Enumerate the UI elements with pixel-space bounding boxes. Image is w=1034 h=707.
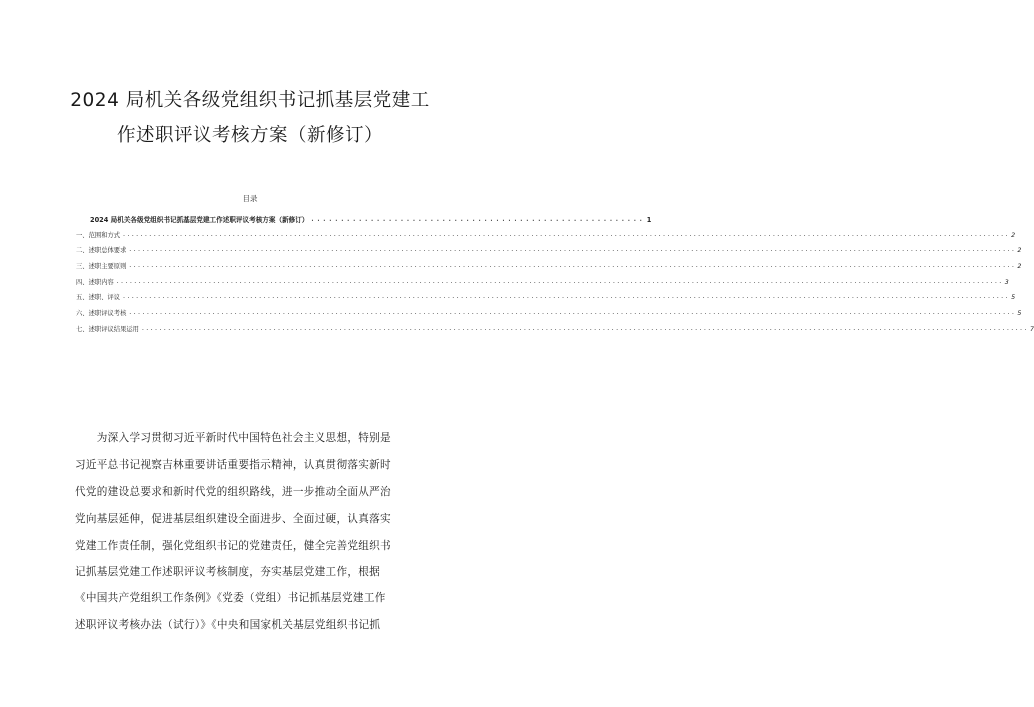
table-of-contents: [76, 208, 1034, 334]
toc-entry[interactable]: [76, 224, 1016, 240]
body-paragraph-line: 述职评议考核办法（试行）》《中央和国家机关基层党组织书记抓: [75, 619, 381, 631]
toc-entry-label: 四、述职内容: [76, 278, 114, 286]
body-paragraph-line: 为深入学习贯彻习近平新时代中国特色社会主义思想，特别是: [75, 432, 391, 444]
toc-entry-label: 二、述职总体要求: [76, 247, 127, 255]
toc-entry-page: 3: [1004, 278, 1009, 286]
body-paragraph-line: 习近平总书记视察吉林重要讲话重要指示精神，认真贯彻落实新时: [75, 459, 391, 471]
toc-entry-page: 2: [1017, 263, 1022, 271]
toc-leader-dots: ..........................................................................................................................................................................................................: [122, 293, 1010, 301]
toc-entry-page: 1: [646, 216, 652, 224]
toc-entry-page: 5: [1017, 310, 1022, 318]
document-title-line-2: 作述职评议考核方案（新修订）: [116, 125, 383, 146]
document-title-line-1: 2024 局机关各级党组织书记抓基层党建工: [70, 90, 430, 111]
toc-entry-page: 7: [1029, 325, 1034, 333]
body-paragraph-line: 《中国共产党组织工作条例》《党委（党组）书记抓基层党建工作: [75, 592, 386, 604]
toc-leader-dots: ..........................................................................................................................................................................................................: [128, 309, 1016, 317]
toc-entry-label: 七、述职评议结果运用: [76, 325, 139, 333]
toc-entry[interactable]: [76, 287, 1016, 303]
toc-leader-dots: ..........................................................................................................................................................................................................: [122, 230, 1010, 238]
toc-heading: 目录: [242, 194, 258, 203]
toc-leader-dots: ..........................................................................................................................................................................................................: [128, 262, 1016, 270]
toc-entry-label: 三、述职主要原则: [76, 263, 127, 271]
body-paragraph-line: 党建工作责任制，强化党组织书记的党建责任，健全完善党组织书: [75, 540, 391, 552]
toc-entry-page: 2: [1017, 247, 1022, 255]
toc-entry[interactable]: [76, 318, 1034, 334]
toc-entry[interactable]: [76, 240, 1022, 256]
toc-main-entry[interactable]: [76, 208, 652, 224]
toc-leader-dots: ..........................................................................................................................................................................................................: [128, 246, 1016, 254]
toc-entry-label: 六、述职评议考核: [76, 310, 127, 318]
toc-leader-dots: ..........................................................................................................................................................................................................: [115, 277, 1003, 285]
toc-entry-page: 2: [1011, 231, 1016, 239]
body-paragraph-line: 代党的建设总要求和新时代党的组织路线，进一步推动全面从严治: [75, 486, 391, 498]
toc-entry[interactable]: [76, 255, 1022, 271]
toc-entry-label: 五、述职、评议: [76, 294, 121, 302]
toc-entry[interactable]: [76, 271, 1009, 287]
toc-entry[interactable]: [76, 302, 1022, 318]
body-paragraph-line: 党向基层延伸，促进基层组织建设全面进步、全面过硬，认真落实: [75, 513, 391, 525]
toc-entry-page: 5: [1011, 294, 1016, 302]
body-paragraph-line: 记抓基层党建工作述职评议考核制度，夯实基层党建工作，根据: [75, 566, 381, 578]
toc-entry-label: 一、范围和方式: [76, 231, 121, 239]
toc-leader-dots: ........................................................: [310, 215, 645, 223]
toc-entry-label: 2024 局机关各级党组织书记抓基层党建工作述职评议考核方案（新修订）: [90, 216, 309, 224]
toc-leader-dots: ..........................................................................................................................................................................................................: [140, 324, 1028, 332]
